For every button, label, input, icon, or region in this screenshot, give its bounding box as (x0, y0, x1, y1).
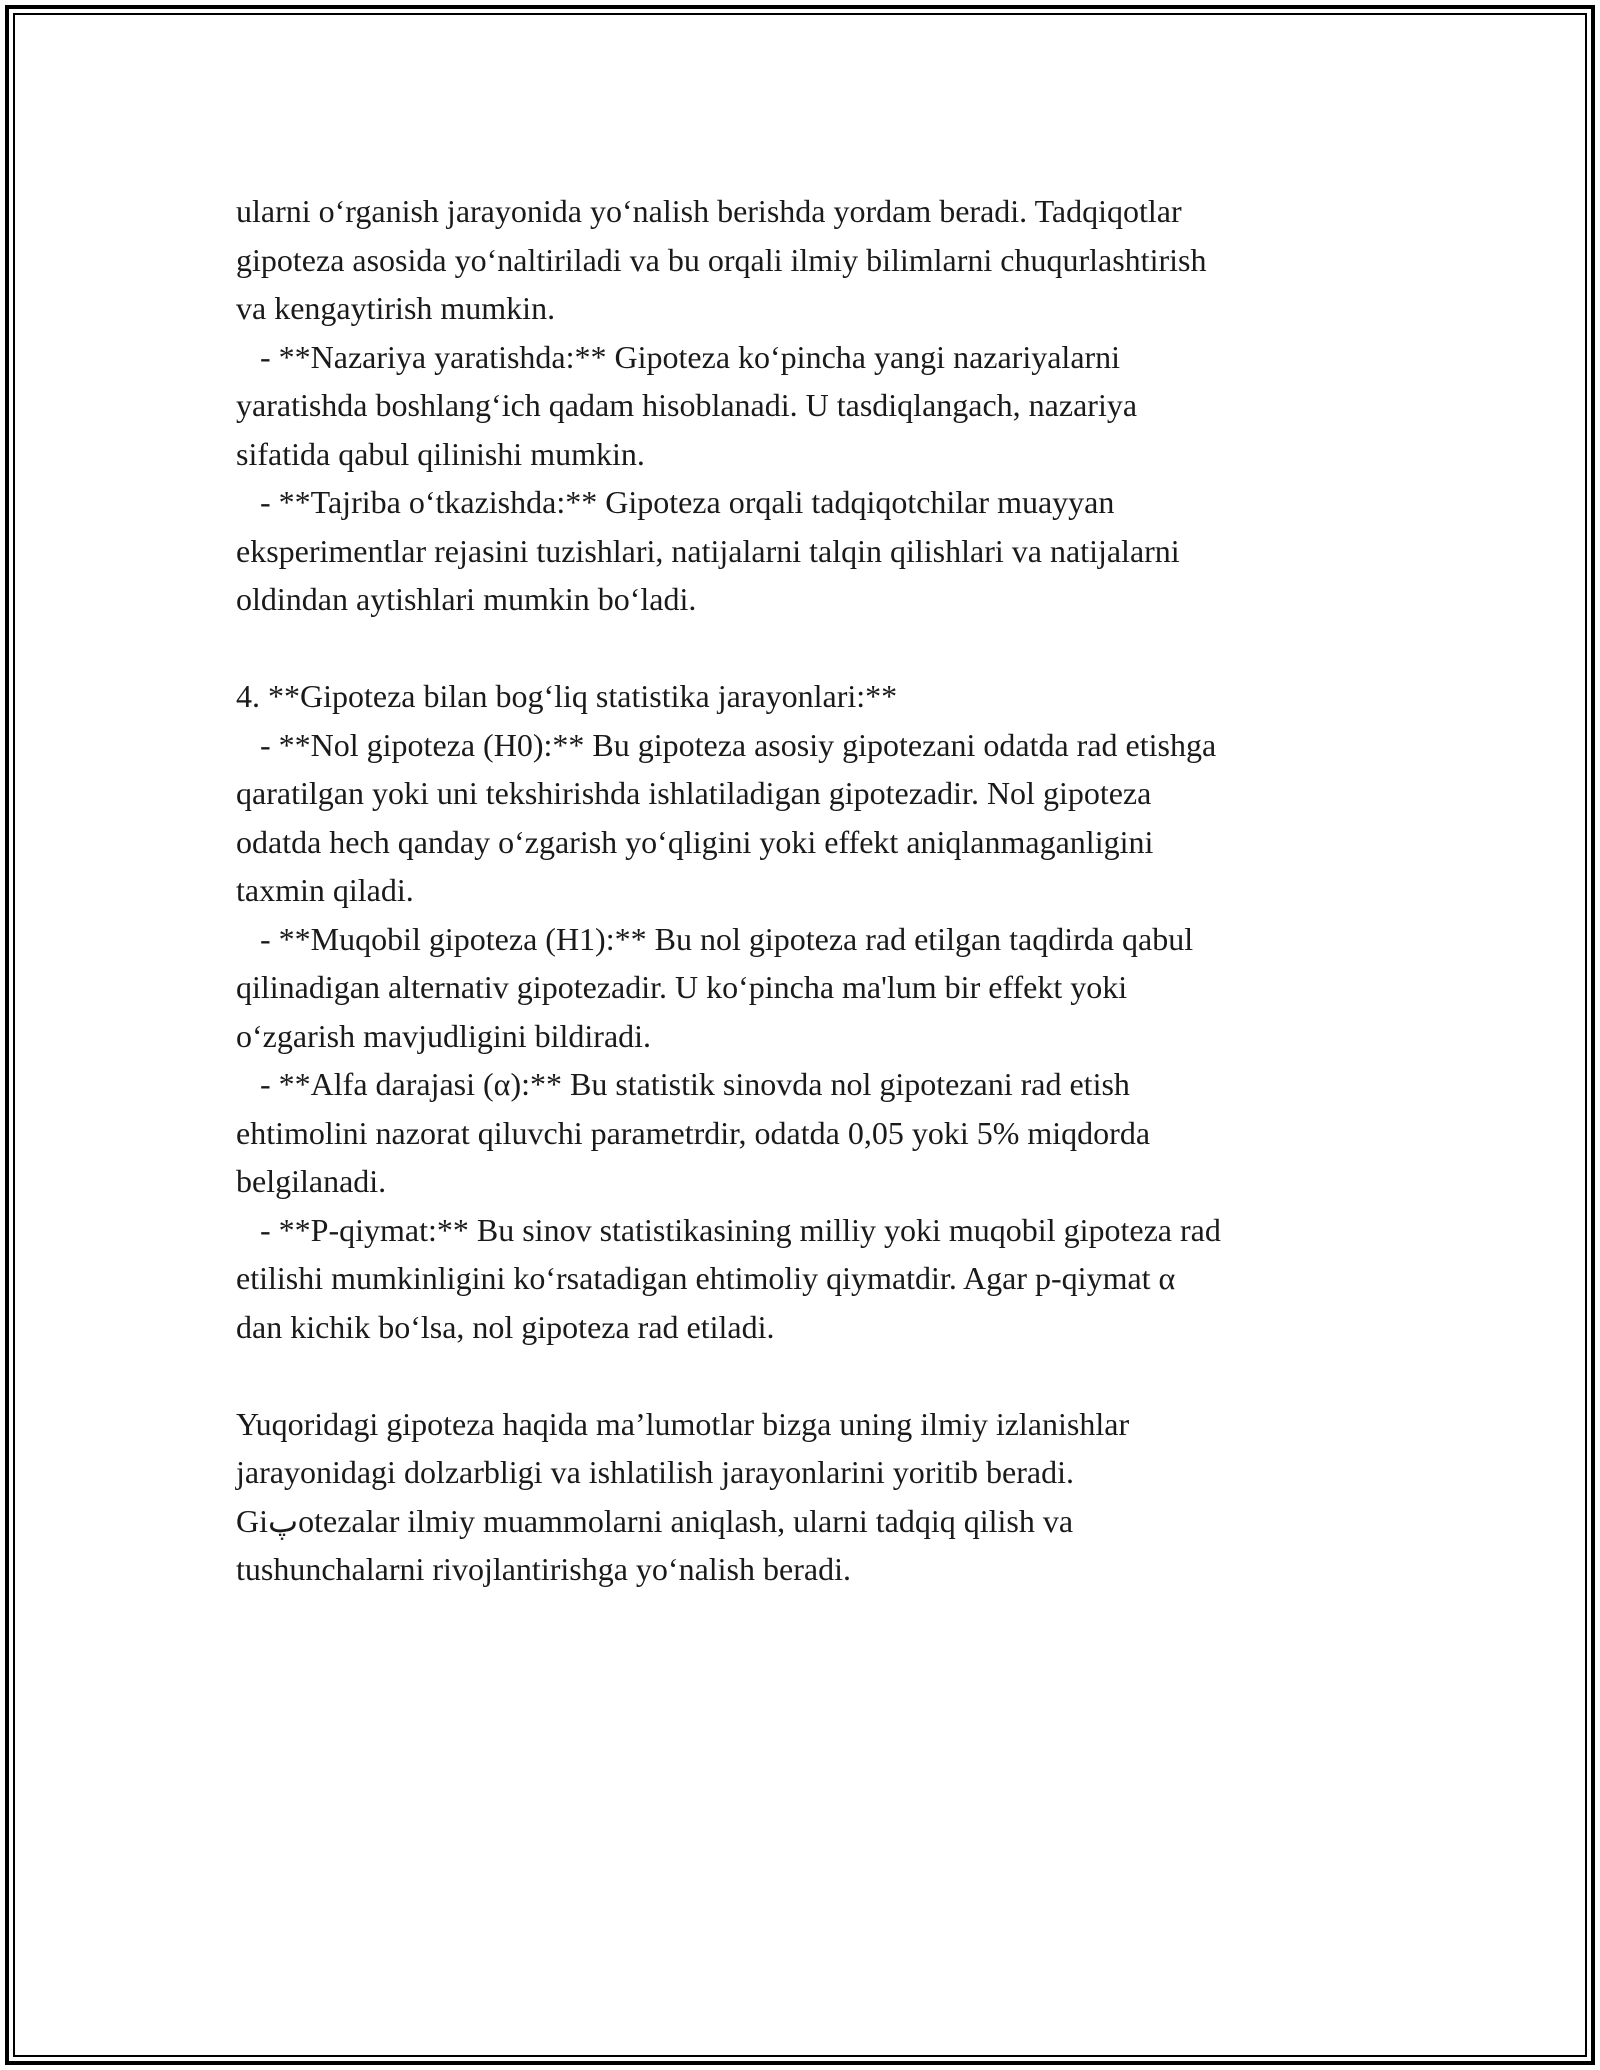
section-heading: 4. **Gipoteza bilan bog‘liq statistika jarayonlari:** (236, 678, 898, 714)
text-line: Yuqoridagi gipoteza haqida ma’lumotlar bizga uning ilmiy izlanishlar (236, 1405, 1130, 1442)
text-line: qilinadigan alternativ gipotezadir. U ko‘pincha ma'lum bir effekt yoki (236, 969, 1128, 1005)
text-line: jarayonidagi dolzarbligi va ishlatilish jarayonlarini yoritib beradi. (236, 1454, 1074, 1490)
text-line: - **P-qiymat:** Bu sinov statistikasining milliy yoki muqobil gipoteza rad (236, 1211, 1221, 1248)
list-item-nol-gipoteza (236, 721, 1386, 915)
text-line: gipoteza asosida yo‘naltiriladi va bu orqali ilmiy bilimlarni chuqurlashtirish (236, 241, 1207, 278)
list-item-alfa-darajasi (236, 1060, 1386, 1206)
text-line: etilishi mumkinligini ko‘rsatadigan ehtimoliy qiymatdir. Agar p-qiymat α (236, 1260, 1176, 1296)
text-line: taxmin qiladi. (236, 872, 414, 908)
text-line: qaratilgan yoki uni tekshirishda ishlatiladigan gipotezadir. Nol gipoteza (236, 775, 1152, 811)
text-line: - **Alfa darajasi (α):** Bu statistik sinovda nol gipotezani rad etish (236, 1066, 1130, 1102)
list-item-muqobil-gipoteza (236, 915, 1386, 1061)
text-line: Giپotezalar ilmiy muammolarni aniqlash, ularni tadqiq qilish va (236, 1502, 1074, 1539)
text-line: - **Nol gipoteza (H0):** Bu gipoteza asosiy gipotezani odatda rad etishga (236, 726, 1217, 763)
text-line: o‘zgarish mavjudligini bildiradi. (236, 1017, 652, 1054)
text-line: eksperimentlar rejasini tuzishlari, natijalarni talqin qilishlari va natijalarni (236, 532, 1180, 569)
text-line: ehtimolini nazorat qiluvchi parametrdir, odatda 0,05 yoki 5% miqdorda (236, 1114, 1151, 1151)
text-line: yaratishda boshlang‘ich qadam hisoblanadi. U tasdiqlangach, nazariya (236, 387, 1138, 423)
list-item-tajriba (236, 478, 1386, 624)
intro-paragraph (236, 187, 1386, 333)
text-line: tushunchalarni rivojlantirishga yo‘nalish beradi. (236, 1551, 851, 1587)
paragraph-spacer (236, 1351, 1386, 1400)
text-line: va kengaytirish mumkin. (236, 290, 556, 326)
text-line: dan kichik bo‘lsa, nol gipoteza rad etiladi. (236, 1308, 775, 1345)
text-line: - **Tajriba o‘tkazishda:** Gipoteza orqali tadqiqotchilar muayyan (236, 484, 1115, 520)
text-line: odatda hech qanday o‘zgarish yo‘qligini yoki effekt aniqlanmaganligini (236, 823, 1154, 860)
text-line: ularni o‘rganish jarayonida yo‘nalish berishda yordam beradi. Tadqiqotlar (236, 193, 1182, 229)
text-line: - **Muqobil gipoteza (H1):** Bu nol gipoteza rad etilgan taqdirda qabul (236, 920, 1194, 957)
text-line: belgilanadi. (236, 1163, 387, 1199)
document-body (236, 187, 1386, 1594)
text-line: sifatida qabul qilinishi mumkin. (236, 435, 645, 472)
conclusion-paragraph (236, 1400, 1386, 1594)
text-line: oldindan aytishlari mumkin bo‘ladi. (236, 581, 697, 617)
paragraph-spacer (236, 624, 1386, 673)
list-item-p-qiymat (236, 1206, 1386, 1352)
text-line: - **Nazariya yaratishda:** Gipoteza ko‘pincha yangi nazariyalarni (236, 338, 1121, 375)
list-item-nazariya (236, 333, 1386, 479)
